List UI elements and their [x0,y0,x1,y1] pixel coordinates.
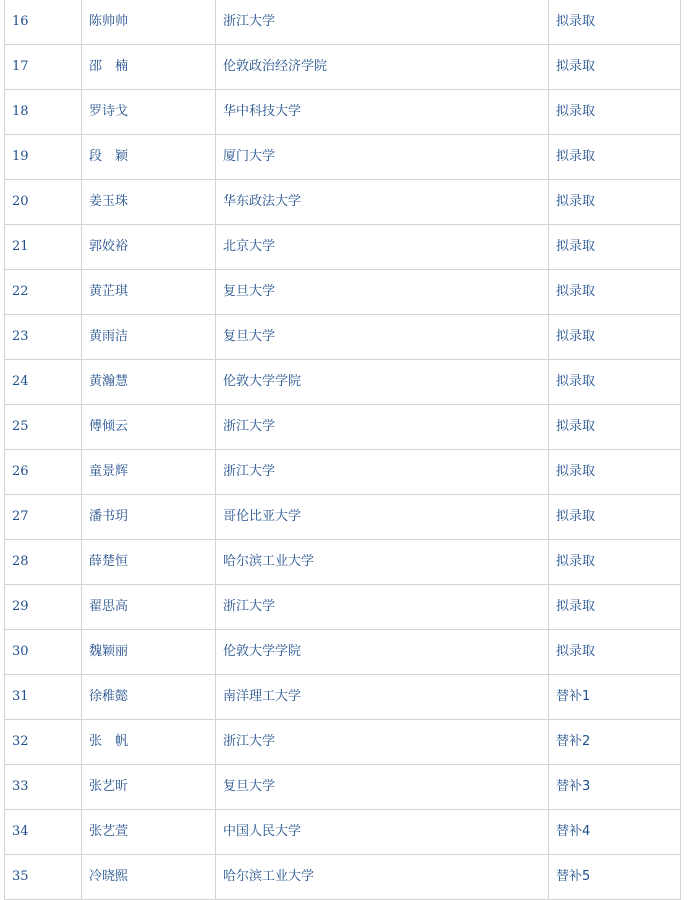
status-cell: 替补3 [549,765,681,810]
status-cell: 拟录取 [549,135,681,180]
school-cell: 复旦大学 [216,270,549,315]
status-cell: 拟录取 [549,45,681,90]
status-cell: 拟录取 [549,585,681,630]
table-row [5,225,681,270]
status-cell: 替补2 [549,720,681,765]
table-row [5,270,681,315]
school-cell: 浙江大学 [216,450,549,495]
school-cell: 浙江大学 [216,720,549,765]
school-cell: 伦敦大学学院 [216,360,549,405]
status-cell: 拟录取 [549,405,681,450]
row-number-cell: 22 [5,270,82,315]
student-name-cell: 陈帅帅 [82,0,216,45]
student-name-cell: 薛楚恒 [82,540,216,585]
school-cell: 浙江大学 [216,405,549,450]
student-name-cell: 张 帆 [82,720,216,765]
table-row [5,630,681,675]
table-row [5,675,681,720]
row-number-cell: 24 [5,360,82,405]
row-number-cell: 27 [5,495,82,540]
row-number-cell: 23 [5,315,82,360]
table-row [5,0,681,45]
row-number-cell: 28 [5,540,82,585]
table-row [5,765,681,810]
status-cell: 拟录取 [549,450,681,495]
school-cell: 中国人民大学 [216,810,549,855]
row-number-cell: 18 [5,90,82,135]
status-cell: 拟录取 [549,360,681,405]
status-cell: 拟录取 [549,630,681,675]
student-name-cell: 童景辉 [82,450,216,495]
student-name-cell: 张艺萱 [82,810,216,855]
status-cell: 替补1 [549,675,681,720]
status-cell: 替补4 [549,810,681,855]
student-name-cell: 傅倾云 [82,405,216,450]
school-cell: 哥伦比亚大学 [216,495,549,540]
row-number-cell: 35 [5,855,82,900]
row-number-cell: 16 [5,0,82,45]
status-cell: 拟录取 [549,540,681,585]
status-cell: 拟录取 [549,90,681,135]
status-cell: 拟录取 [549,495,681,540]
table-row [5,810,681,855]
status-cell: 拟录取 [549,0,681,45]
student-name-cell: 潘书玥 [82,495,216,540]
table-row [5,450,681,495]
admission-table [4,0,681,900]
status-cell: 拟录取 [549,225,681,270]
school-cell: 浙江大学 [216,585,549,630]
row-number-cell: 25 [5,405,82,450]
table-row [5,90,681,135]
student-name-cell: 邵 楠 [82,45,216,90]
student-name-cell: 魏颖丽 [82,630,216,675]
table-row [5,405,681,450]
row-number-cell: 17 [5,45,82,90]
row-number-cell: 30 [5,630,82,675]
table-row [5,315,681,360]
admission-table-body [5,0,681,900]
row-number-cell: 26 [5,450,82,495]
row-number-cell: 34 [5,810,82,855]
school-cell: 复旦大学 [216,765,549,810]
table-row [5,495,681,540]
student-name-cell: 黄瀚慧 [82,360,216,405]
row-number-cell: 21 [5,225,82,270]
table-row [5,45,681,90]
table-row [5,720,681,765]
status-cell: 拟录取 [549,315,681,360]
row-number-cell: 31 [5,675,82,720]
status-cell: 拟录取 [549,270,681,315]
student-name-cell: 姜玉珠 [82,180,216,225]
student-name-cell: 郭姣裕 [82,225,216,270]
school-cell: 伦敦政治经济学院 [216,45,549,90]
school-cell: 华中科技大学 [216,90,549,135]
row-number-cell: 33 [5,765,82,810]
student-name-cell: 冷晓熙 [82,855,216,900]
school-cell: 南洋理工大学 [216,675,549,720]
student-name-cell: 徐稚懿 [82,675,216,720]
row-number-cell: 29 [5,585,82,630]
table-row [5,135,681,180]
row-number-cell: 20 [5,180,82,225]
school-cell: 浙江大学 [216,0,549,45]
student-name-cell: 翟思高 [82,585,216,630]
school-cell: 伦敦大学学院 [216,630,549,675]
school-cell: 厦门大学 [216,135,549,180]
student-name-cell: 段 颖 [82,135,216,180]
table-row [5,360,681,405]
student-name-cell: 张艺昕 [82,765,216,810]
school-cell: 复旦大学 [216,315,549,360]
table-row [5,585,681,630]
school-cell: 北京大学 [216,225,549,270]
status-cell: 拟录取 [549,180,681,225]
row-number-cell: 19 [5,135,82,180]
student-name-cell: 黄芷琪 [82,270,216,315]
status-cell: 替补5 [549,855,681,900]
student-name-cell: 罗诗戈 [82,90,216,135]
student-name-cell: 黄雨洁 [82,315,216,360]
school-cell: 华东政法大学 [216,180,549,225]
table-row [5,540,681,585]
table-row [5,855,681,900]
school-cell: 哈尔滨工业大学 [216,855,549,900]
row-number-cell: 32 [5,720,82,765]
school-cell: 哈尔滨工业大学 [216,540,549,585]
table-row [5,180,681,225]
